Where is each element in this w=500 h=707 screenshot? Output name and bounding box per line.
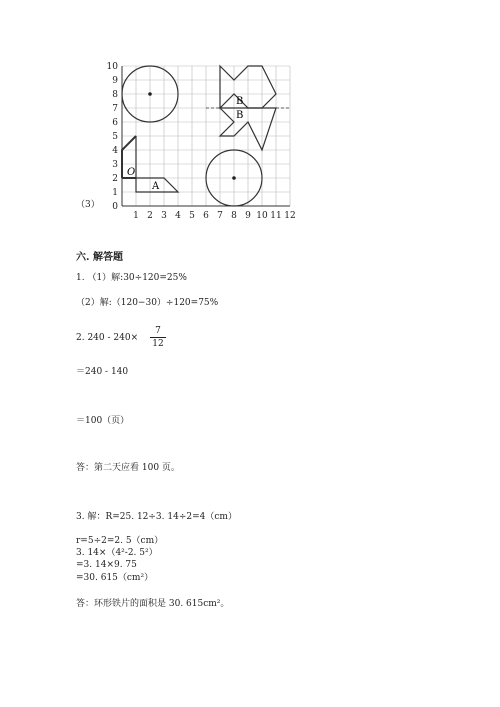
circle-bottom-center xyxy=(232,176,236,180)
x-tick-label: 2 xyxy=(147,211,153,221)
x-tick-label: 7 xyxy=(217,211,223,221)
y-tick-label: 5 xyxy=(112,132,118,142)
grid-lines xyxy=(122,66,290,206)
x-tick-label: 4 xyxy=(175,211,181,221)
q3-line2: r=5÷2=2. 5（cm） xyxy=(76,536,164,546)
y-tick-label: 3 xyxy=(112,160,118,170)
section-title: 六. 解答题 xyxy=(76,252,123,263)
y-tick-label: 7 xyxy=(112,104,118,114)
q2-line1: 2. 240 - 240× xyxy=(76,333,139,343)
q3-line4: =3. 14×9. 75 xyxy=(76,560,137,570)
q3-answer: 答：环形铁片的面积是 30. 615cm²。 xyxy=(76,599,230,609)
fraction-bar xyxy=(150,337,166,338)
label-a: A xyxy=(152,181,160,192)
q2-line2: ＝240 - 140 xyxy=(76,367,129,377)
y-tick-label: 8 xyxy=(112,90,118,100)
part-label: （3） xyxy=(76,200,100,210)
q3-line1: 3. 解：R=25. 12÷3. 14÷2=4（cm） xyxy=(76,512,237,522)
y-tick-label: 0 xyxy=(112,202,118,212)
grid-figure-svg xyxy=(70,58,310,223)
q2-fraction-denominator: 12 xyxy=(152,339,164,349)
y-tick-label: 1 xyxy=(112,188,118,198)
x-tick-label: 6 xyxy=(203,211,209,221)
q2-line3: ＝100（页） xyxy=(76,416,130,426)
x-tick-label: 5 xyxy=(189,211,195,221)
q2-fraction-numerator: 7 xyxy=(155,326,161,336)
y-tick-labels xyxy=(107,62,119,212)
x-tick-label: 12 xyxy=(284,211,296,221)
circle-top-center xyxy=(148,92,152,96)
y-tick-label: 10 xyxy=(106,62,118,72)
x-tick-label: 3 xyxy=(161,211,167,221)
y-tick-label: 6 xyxy=(112,118,118,128)
q3-line3: 3. 14×（4²-2. 5²） xyxy=(76,548,158,558)
label-b-bottom: B xyxy=(236,110,244,121)
x-tick-label: 1 xyxy=(133,211,139,221)
label-b-top: B xyxy=(236,96,244,107)
x-tick-label: 8 xyxy=(231,211,237,221)
y-tick-label: 4 xyxy=(112,146,118,156)
q2-fraction xyxy=(150,326,166,349)
q1-line1: 1. （1）解:30÷120=25% xyxy=(76,273,187,283)
label-o: O xyxy=(127,167,136,178)
y-tick-label: 9 xyxy=(112,76,118,86)
q1-line2: （2）解:（120−30）÷120=75% xyxy=(76,298,219,308)
geometry-figure xyxy=(70,58,310,227)
x-tick-label: 10 xyxy=(256,211,268,221)
q2-answer: 答：第二天应看 100 页。 xyxy=(76,463,180,473)
x-tick-labels xyxy=(133,211,296,221)
x-tick-label: 9 xyxy=(245,211,251,221)
y-tick-label: 2 xyxy=(112,174,118,184)
x-tick-label: 11 xyxy=(270,211,282,221)
q3-line5: =30. 615（cm²） xyxy=(76,573,154,583)
